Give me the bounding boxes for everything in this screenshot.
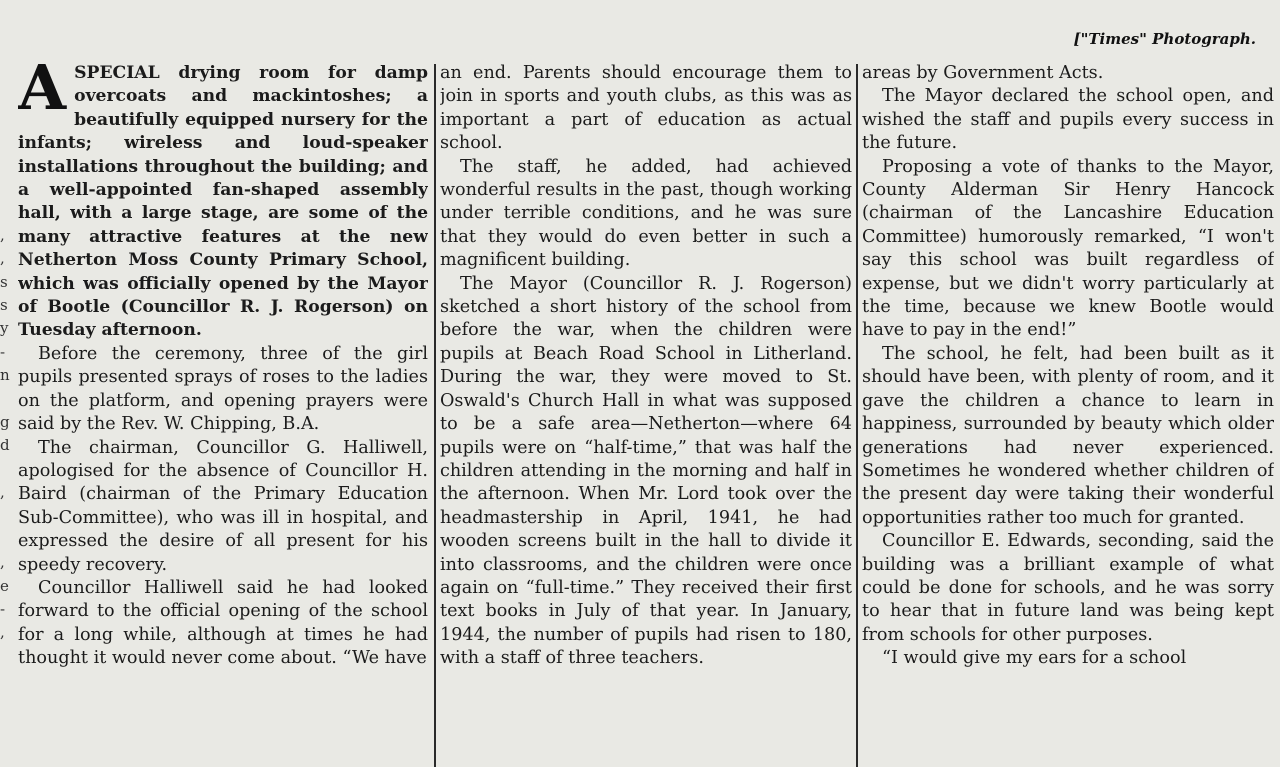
margin-fragment bbox=[0, 200, 12, 223]
margin-fragment: , bbox=[0, 623, 5, 642]
margin-fragment bbox=[0, 107, 12, 130]
paragraph: areas by Government Acts. bbox=[862, 63, 1104, 83]
margin-fragment bbox=[0, 130, 12, 153]
margin-fragment: s bbox=[0, 295, 8, 314]
margin-fragment bbox=[0, 154, 12, 177]
margin-fragment: y bbox=[0, 319, 9, 338]
article-column-1 bbox=[18, 62, 428, 767]
margin-fragment: e bbox=[0, 576, 9, 595]
paragraph: Before the ceremony, three of the girl pupils presented sprays of roses to the ladies on the platform, and opening prayers were said by the Rev. W. Chipping, B.A. bbox=[18, 343, 428, 435]
paragraph: The chairman, Councillor G. Halliwell, apologised for the absence of Councillor H. Baird (chairman of the Primary Education Sub-Committee), who was ill in hospital, and expressed the desire of all present for his speedy recovery. bbox=[18, 437, 428, 575]
margin-fragment bbox=[0, 387, 12, 410]
photo-credit: ["Times" Photograph. bbox=[1073, 30, 1256, 48]
margin-fragment bbox=[0, 458, 12, 481]
paragraph: The Mayor (Councillor R. J. Rogerson) sketched a short history of the school from before the war, when the children were pupils at Beach Road School in Litherland. During the war, they were moved to St. Oswald's Church Hall in what was supposed to be a safe area—Netherton—where 64 pupils were on “half-time,” that was half the children attending in the morning and half in the afternoon. When Mr. Lord took over the headmastership in April, 1941, he had wooden screens built in the hall to divide it into classrooms, and the children were once again on “full-time.” They received their first text books in July of that year. In January, 1944, the number of pupils had risen to 180, with a staff of three teachers. bbox=[440, 273, 852, 669]
column-rule-1 bbox=[434, 64, 436, 767]
margin-fragment: - bbox=[0, 599, 6, 618]
paragraph: The staff, he added, had achieved wonderful results in the past, though working under terrible conditions, and he was sure that they would do even better in such a magnificent building. bbox=[440, 156, 852, 271]
margin-fragment: , bbox=[0, 553, 5, 572]
lead-paragraph bbox=[18, 62, 428, 343]
paragraph: The school, he felt, had been built as it should have been, with plenty of room, and it gave the children a chance to learn in happiness, surrounded by beauty which older generations had never experienced. Sometimes he wondered whether children of the present day were taking their wonderful opportunities rather too much for granted. bbox=[862, 343, 1274, 528]
margin-fragment: n bbox=[0, 366, 10, 385]
article-column-2 bbox=[440, 62, 852, 767]
margin-fragment: , bbox=[0, 483, 5, 502]
margin-fragment bbox=[0, 83, 12, 106]
paragraph: The Mayor declared the school open, and wished the staff and pupils every success in the future. bbox=[862, 86, 1274, 154]
margin-fragment: , bbox=[0, 225, 5, 244]
margin-fragment bbox=[0, 504, 12, 527]
column-rule-2 bbox=[856, 64, 858, 767]
left-margin-fragments bbox=[0, 60, 12, 645]
margin-fragment bbox=[0, 528, 12, 551]
article-column-3 bbox=[862, 62, 1274, 767]
paragraph: Proposing a vote of thanks to the Mayor, County Alderman Sir Henry Hancock (chairman of the Lancashire Education Committee) humorously remarked, “I won't say this school was built regardless of expense, but we didn't worry particularly at the time, because we knew Bootle would have to pay in the end!” bbox=[862, 156, 1274, 341]
lead-text: SPECIAL drying room for damp overcoats and mackintoshes; a beautifully equipped nursery for the infants; wireless and loud-speaker installations throughout the building; and a well-appointed fan-shaped assembly hall, with a large stage, are some of the many attractive features at the new Netherton Moss County Primary School, which was officially opened by the Mayor of Bootle (Councillor R. J. Rogerson) on Tuesday afternoon. bbox=[18, 63, 428, 341]
paragraph: “I would give my ears for a school bbox=[882, 648, 1187, 669]
drop-cap: A bbox=[18, 62, 67, 124]
paragraph: an end. Parents should encourage them to join in sports and youth clubs, as this was as important a part of education as actual school. bbox=[440, 63, 852, 154]
margin-fragment bbox=[0, 60, 12, 83]
margin-fragment: s bbox=[0, 272, 8, 291]
paragraph: Councillor E. Edwards, seconding, said the building was a brilliant example of what could be done for schools, and he was sorry to hear that in future land was being kept from schools for other purposes. bbox=[862, 531, 1274, 645]
margin-fragment: d bbox=[0, 436, 10, 455]
margin-fragment: - bbox=[0, 342, 6, 361]
margin-fragment: g bbox=[0, 412, 10, 431]
margin-fragment bbox=[0, 177, 12, 200]
margin-fragment: , bbox=[0, 249, 5, 268]
paragraph: Councillor Halliwell said he had looked forward to the official opening of the school for a long while, although at times he had thought it would never come about. “We have bbox=[18, 577, 428, 669]
